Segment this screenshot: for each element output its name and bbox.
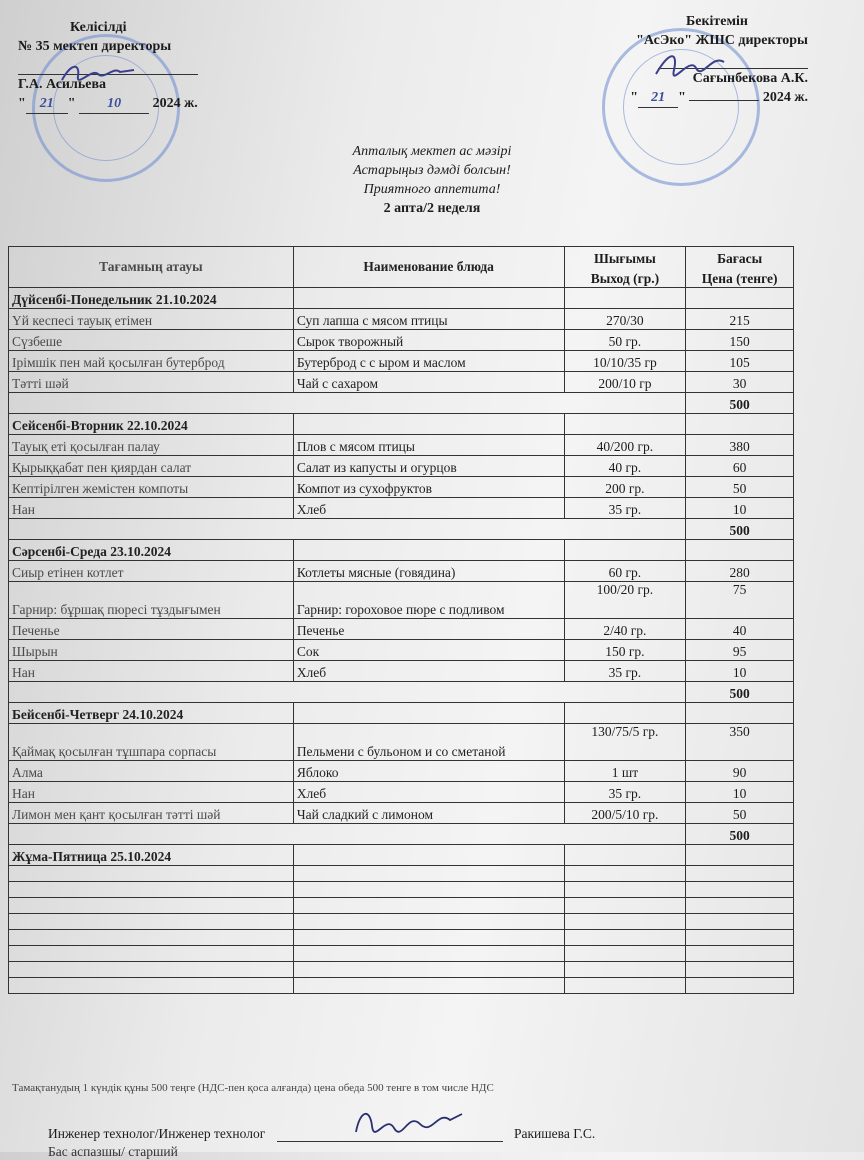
dish-output: 200/10 гр — [564, 372, 686, 393]
dish-name-kk: Сүзбеше — [9, 330, 294, 351]
day-total-row — [9, 519, 794, 540]
header-name-kk: Тағамның атауы — [9, 247, 294, 288]
table-row — [9, 619, 794, 640]
dish-name-kk: Печенье — [9, 619, 294, 640]
dish-name-kk: Нан — [9, 661, 294, 682]
dish-name-ru: Чай сладкий с лимоном — [293, 803, 564, 824]
approval-right-year: 2024 ж. — [762, 90, 808, 105]
approval-left-day: 21 — [26, 94, 68, 114]
empty-cell — [686, 845, 794, 866]
empty-cell — [686, 898, 794, 914]
header-output-kk: Шығымы — [564, 247, 686, 268]
signature-name: Ракишева Г.С. — [513, 1126, 596, 1141]
dish-output: 200 гр. — [564, 477, 686, 498]
empty-cell — [9, 930, 294, 946]
empty-row — [9, 930, 794, 946]
empty-cell — [564, 914, 686, 930]
signature-row-2 — [48, 1144, 178, 1160]
empty-cell — [564, 946, 686, 962]
dish-name-kk: Гарнир: бұршақ пюресі тұздығымен — [9, 582, 294, 619]
dish-name-ru: Сок — [293, 640, 564, 661]
empty-cell — [9, 962, 294, 978]
empty-cell — [293, 946, 564, 962]
dish-price: 10 — [686, 498, 794, 519]
empty-row — [9, 914, 794, 930]
dish-output: 10/10/35 гр — [564, 351, 686, 372]
day-name: Жұма-Пятница 25.10.2024 — [9, 845, 294, 866]
signature-role-2: Бас аспазшы/ старший — [48, 1144, 178, 1159]
empty-cell — [564, 703, 686, 724]
day-total-row — [9, 393, 794, 414]
day-header-row — [9, 540, 794, 561]
dish-price: 380 — [686, 435, 794, 456]
dish-name-kk: Тауық еті қосылған палау — [9, 435, 294, 456]
dish-name-ru: Салат из капусты и огурцов — [293, 456, 564, 477]
dish-price: 60 — [686, 456, 794, 477]
dish-output: 270/30 — [564, 309, 686, 330]
dish-price: 215 — [686, 309, 794, 330]
empty-cell — [686, 866, 794, 882]
approval-left-title: Келісілді — [70, 20, 127, 35]
day-total: 500 — [686, 682, 794, 703]
approval-right-title: Бекітемін — [685, 14, 748, 29]
empty-cell — [293, 845, 564, 866]
empty-cell — [9, 682, 686, 703]
table-row — [9, 330, 794, 351]
dish-output: 40 гр. — [564, 456, 686, 477]
signature-role: Инженер технолог/Инженер технолог — [48, 1126, 266, 1141]
table-row — [9, 803, 794, 824]
dish-price: 10 — [686, 782, 794, 803]
header-price-ru: Цена (тенге) — [686, 267, 794, 288]
table-row — [9, 435, 794, 456]
dish-name-ru: Хлеб — [293, 782, 564, 803]
empty-cell — [9, 898, 294, 914]
dish-name-kk: Қаймақ қосылған тұшпара сорпасы — [9, 724, 294, 761]
dish-price: 50 — [686, 803, 794, 824]
day-name: Дүйсенбі-Понедельник 21.10.2024 — [9, 288, 294, 309]
table-row — [9, 351, 794, 372]
empty-cell — [686, 930, 794, 946]
day-name: Бейсенбі-Четверг 24.10.2024 — [9, 703, 294, 724]
empty-cell — [564, 898, 686, 914]
empty-cell — [564, 962, 686, 978]
dish-price: 350 — [686, 724, 794, 761]
dish-name-ru: Чай с сахаром — [293, 372, 564, 393]
day-header-row — [9, 703, 794, 724]
table-row — [9, 498, 794, 519]
empty-cell — [564, 540, 686, 561]
empty-cell — [686, 414, 794, 435]
dish-output: 100/20 гр. — [564, 582, 686, 619]
dish-price: 10 — [686, 661, 794, 682]
day-total-row — [9, 682, 794, 703]
dish-name-ru: Котлеты мясные (говядина) — [293, 561, 564, 582]
day-total: 500 — [686, 824, 794, 845]
approval-right-name: Сағынбекова А.К. — [692, 71, 808, 86]
approval-right-date: " 21 " 2024 ж. — [578, 88, 808, 108]
header-name-ru: Наименование блюда — [293, 247, 564, 288]
table-row — [9, 640, 794, 661]
empty-cell — [564, 866, 686, 882]
dish-name-ru: Суп лапша с мясом птицы — [293, 309, 564, 330]
dish-name-ru: Гарнир: гороховое пюре с подливом — [293, 582, 564, 619]
empty-cell — [9, 824, 686, 845]
approval-left-month: 10 — [79, 94, 149, 114]
empty-row — [9, 978, 794, 994]
empty-cell — [564, 414, 686, 435]
empty-cell — [9, 946, 294, 962]
menu-table-body — [9, 288, 794, 994]
dish-price: 30 — [686, 372, 794, 393]
dish-name-kk: Лимон мен қант қосылған тәтті шәй — [9, 803, 294, 824]
table-row — [9, 782, 794, 803]
table-row — [9, 477, 794, 498]
dish-name-ru: Хлеб — [293, 661, 564, 682]
header-price-kk: Бағасы — [686, 247, 794, 268]
empty-row — [9, 946, 794, 962]
dish-output: 35 гр. — [564, 661, 686, 682]
approval-left-date: " 21 " 10 2024 ж. — [18, 94, 218, 114]
table-row — [9, 456, 794, 477]
dish-output: 2/40 гр. — [564, 619, 686, 640]
empty-cell — [686, 540, 794, 561]
dish-price: 280 — [686, 561, 794, 582]
empty-cell — [686, 703, 794, 724]
approval-right-day: 21 — [638, 88, 678, 108]
menu-title-kk: Апталық мектеп ас мәзірі — [352, 144, 512, 159]
menu-greeting-kk: Астарыңыз дәмді болсын! — [353, 163, 511, 178]
dish-name-ru: Пельмени с бульоном и со сметаной — [293, 724, 564, 761]
dish-output: 130/75/5 гр. — [564, 724, 686, 761]
dish-price: 50 — [686, 477, 794, 498]
dish-output: 200/5/10 гр. — [564, 803, 686, 824]
empty-row — [9, 882, 794, 898]
empty-cell — [293, 703, 564, 724]
empty-cell — [293, 978, 564, 994]
dish-price: 105 — [686, 351, 794, 372]
empty-cell — [564, 845, 686, 866]
empty-row — [9, 866, 794, 882]
header-output-ru: Выход (гр.) — [564, 267, 686, 288]
empty-cell — [293, 898, 564, 914]
dish-price: 150 — [686, 330, 794, 351]
empty-cell — [686, 914, 794, 930]
dish-name-ru: Сырок творожный — [293, 330, 564, 351]
empty-cell — [564, 288, 686, 309]
dish-price: 40 — [686, 619, 794, 640]
empty-cell — [293, 962, 564, 978]
dish-price: 95 — [686, 640, 794, 661]
empty-cell — [293, 866, 564, 882]
empty-cell — [293, 914, 564, 930]
approval-left-position: № 35 мектеп директоры — [18, 39, 172, 54]
day-total: 500 — [686, 393, 794, 414]
empty-cell — [293, 930, 564, 946]
empty-cell — [9, 866, 294, 882]
empty-cell — [9, 978, 294, 994]
dish-output: 40/200 гр. — [564, 435, 686, 456]
table-row — [9, 724, 794, 761]
empty-cell — [9, 393, 686, 414]
empty-cell — [686, 978, 794, 994]
dish-output: 50 гр. — [564, 330, 686, 351]
menu-table — [8, 246, 794, 994]
dish-name-kk: Шырын — [9, 640, 294, 661]
dish-name-ru: Яблоко — [293, 761, 564, 782]
menu-greeting-ru: Приятного аппетита! — [363, 182, 501, 197]
empty-cell — [686, 962, 794, 978]
dish-name-kk: Кептірілген жемістен компоты — [9, 477, 294, 498]
dish-name-kk: Қырыққабат пен қиярдан салат — [9, 456, 294, 477]
day-header-row — [9, 414, 794, 435]
empty-row — [9, 898, 794, 914]
empty-cell — [686, 288, 794, 309]
dish-output: 150 гр. — [564, 640, 686, 661]
approval-left-name: Г.А. Асильева — [18, 77, 107, 92]
dish-price: 75 — [686, 582, 794, 619]
empty-cell — [293, 414, 564, 435]
empty-cell — [9, 882, 294, 898]
dish-name-kk: Сиыр етінен котлет — [9, 561, 294, 582]
table-row — [9, 309, 794, 330]
table-row — [9, 582, 794, 619]
empty-cell — [293, 882, 564, 898]
day-total-row — [9, 824, 794, 845]
footer-note: Тамақтанудың 1 күндік құны 500 теңге (НДС-пен қоса алғанда) цена обеда 500 тенге в том числе НДС — [12, 1082, 494, 1094]
table-row — [9, 561, 794, 582]
menu-title — [0, 142, 864, 218]
empty-cell — [686, 882, 794, 898]
day-name: Сәрсенбі-Среда 23.10.2024 — [9, 540, 294, 561]
empty-cell — [564, 930, 686, 946]
director-signature-right — [650, 48, 730, 82]
dish-name-ru: Плов с мясом птицы — [293, 435, 564, 456]
dish-name-ru: Компот из сухофруктов — [293, 477, 564, 498]
empty-cell — [564, 978, 686, 994]
day-name: Сейсенбі-Вторник 22.10.2024 — [9, 414, 294, 435]
dish-name-ru: Печенье — [293, 619, 564, 640]
dish-name-kk: Нан — [9, 498, 294, 519]
dish-output: 60 гр. — [564, 561, 686, 582]
empty-cell — [564, 882, 686, 898]
table-row — [9, 761, 794, 782]
empty-row — [9, 962, 794, 978]
empty-cell — [686, 946, 794, 962]
dish-name-kk: Алма — [9, 761, 294, 782]
dish-output: 35 гр. — [564, 498, 686, 519]
table-row — [9, 372, 794, 393]
empty-cell — [9, 519, 686, 540]
technologist-signature — [350, 1104, 470, 1140]
day-header-row — [9, 288, 794, 309]
dish-name-kk: Үй кеспесі тауық етімен — [9, 309, 294, 330]
dish-name-ru: Хлеб — [293, 498, 564, 519]
dish-output: 35 гр. — [564, 782, 686, 803]
empty-cell — [293, 540, 564, 561]
approval-left-year: 2024 ж. — [152, 96, 198, 111]
day-total: 500 — [686, 519, 794, 540]
dish-name-kk: Тәтті шәй — [9, 372, 294, 393]
empty-cell — [9, 914, 294, 930]
dish-price: 90 — [686, 761, 794, 782]
empty-cell — [293, 288, 564, 309]
approval-right-position: "АсЭко" ЖШС директоры — [636, 33, 808, 48]
dish-output: 1 шт — [564, 761, 686, 782]
dish-name-ru: Бутерброд с с ыром и маслом — [293, 351, 564, 372]
dish-name-kk: Нан — [9, 782, 294, 803]
day-header-row — [9, 845, 794, 866]
menu-week: 2 апта/2 неделя — [383, 201, 481, 216]
director-signature-left — [58, 58, 138, 88]
dish-name-kk: Ірімшік пен май қосылған бутерброд — [9, 351, 294, 372]
table-row — [9, 661, 794, 682]
